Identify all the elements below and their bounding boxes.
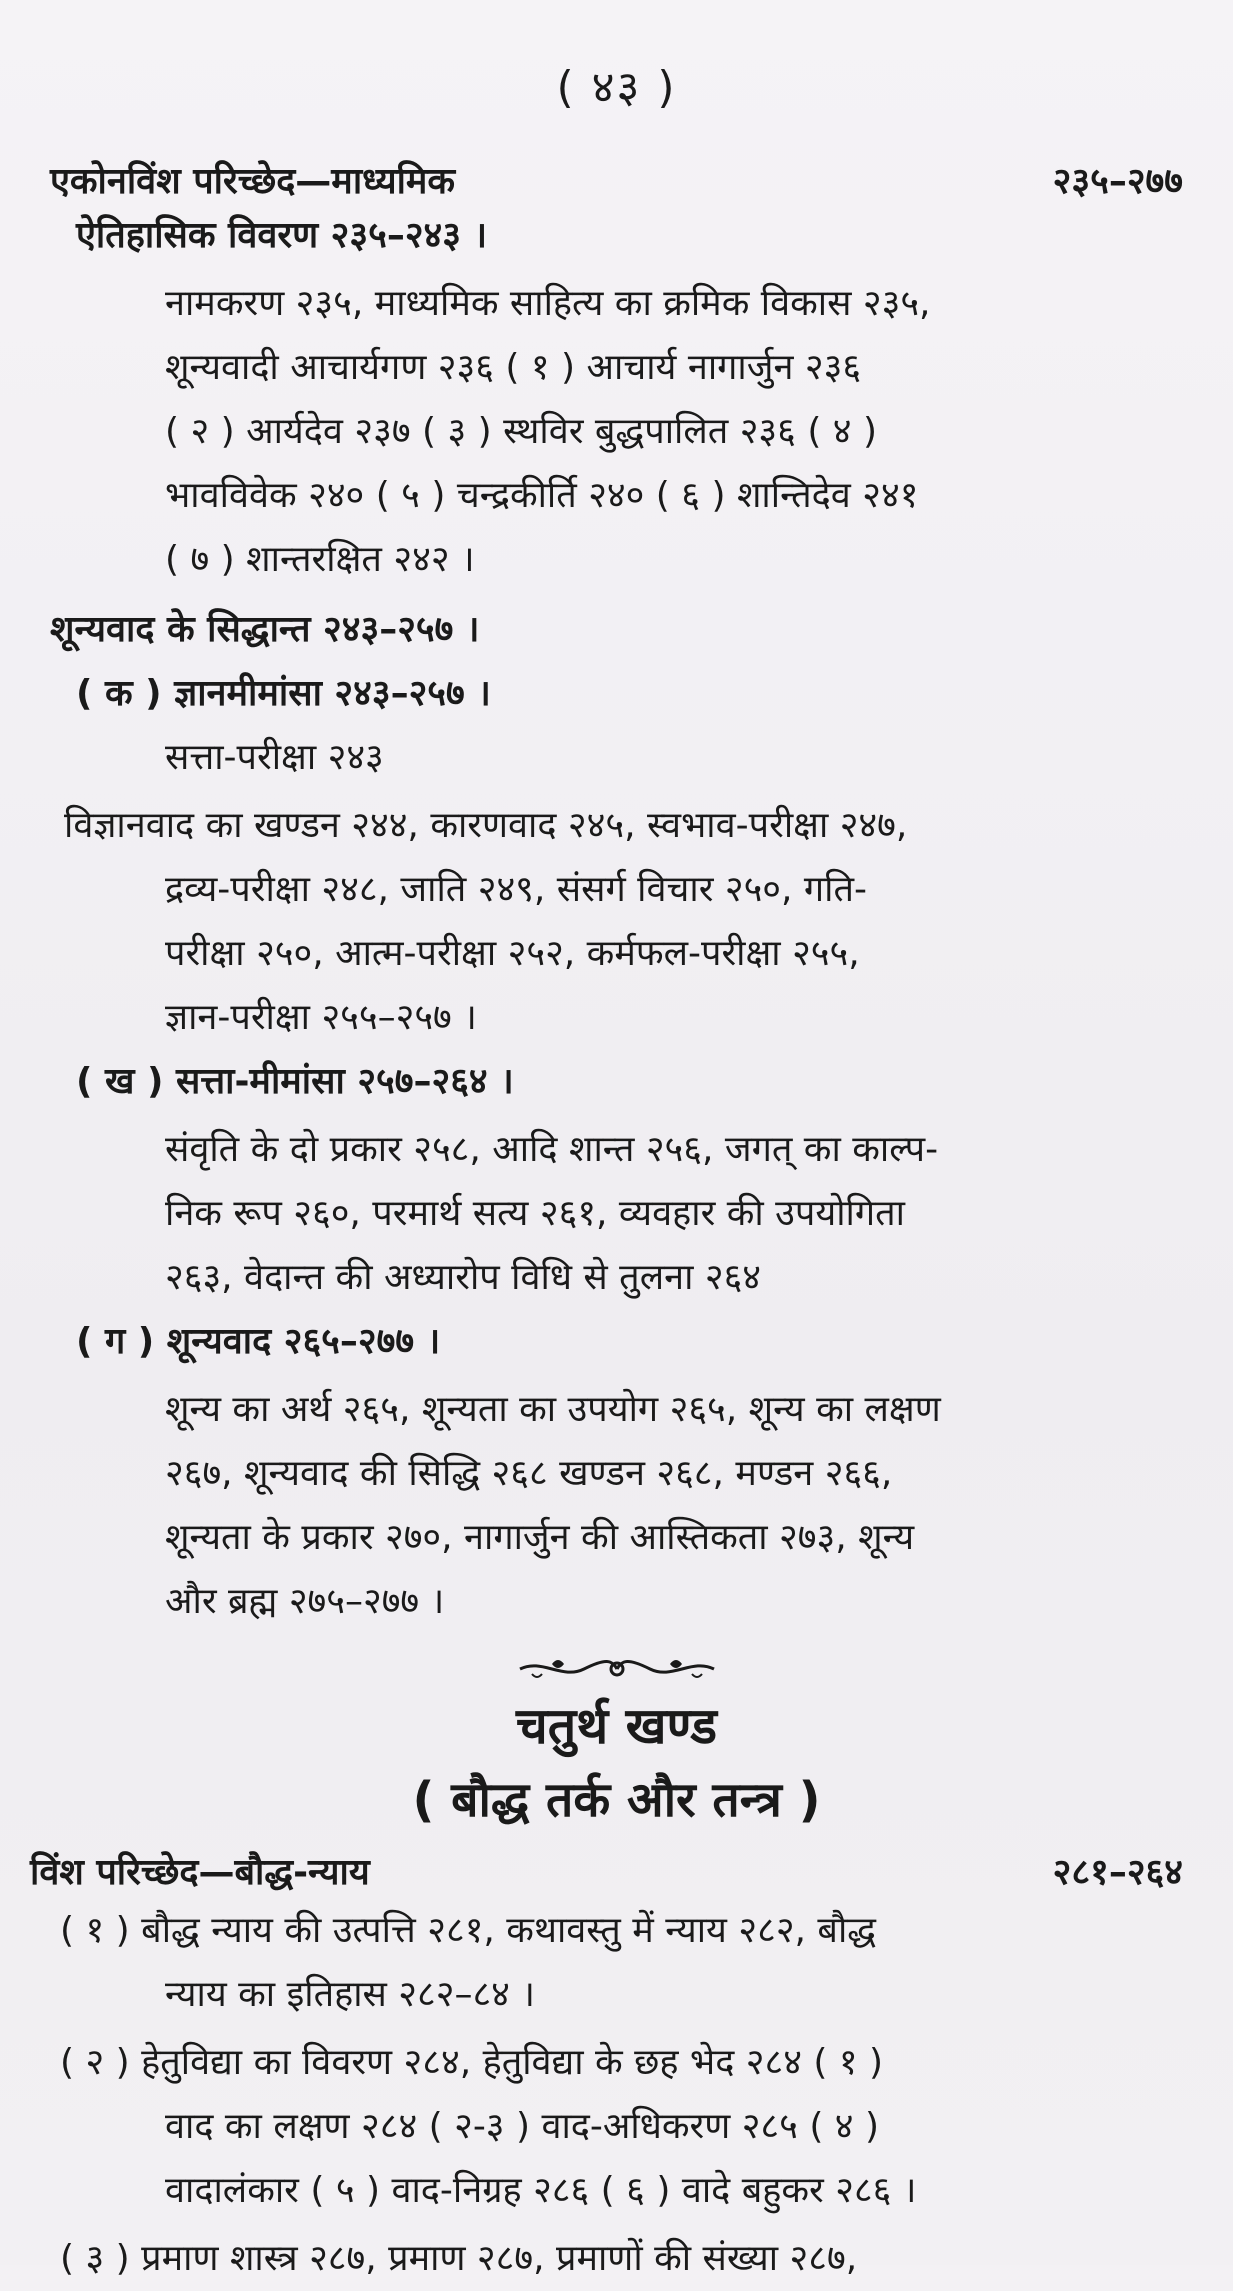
toc-line: ( १ ) बौद्ध न्याय की उत्पत्ति २८१, कथावस्तु में न्याय २८२, बौद्ध xyxy=(60,1910,877,1951)
toc-line: २६७, शून्यवाद की सिद्धि २६८ खण्डन २६८, मण्डन २६६, xyxy=(165,1453,893,1494)
ga-block xyxy=(50,1378,1183,1634)
toc-line: संवृति के दो प्रकार २५८, आदि शान्त २५६, जगत् का काल्प- xyxy=(165,1129,939,1170)
toc-line: ( २ ) हेतुविद्या का विवरण २८४, हेतुविद्या के छह भेद २८४ ( १ ) xyxy=(60,2042,884,2083)
toc-line: द्रव्य-परीक्षा २४८, जाति २४९, संसर्ग विचार २५०, गति- xyxy=(165,869,868,910)
toc-line: वादालंकार ( ५ ) वाद-निग्रह २८६ ( ६ ) वादे बहुकर २८६ । xyxy=(165,2170,917,2211)
part-4-title: चतुर्थ खण्ड xyxy=(515,1697,717,1755)
chapter-20-title: विंश परिच्छेद—बौद्ध-न्याय xyxy=(30,1852,370,1893)
chapter-20-item-1 xyxy=(50,1899,1183,2027)
chapter-19-pages: २३५–२७७ xyxy=(1052,161,1183,202)
chapter-19-heading-row xyxy=(50,155,1183,204)
part-4-subtitle: ( बौद्ध तर्क और तन्त्र ) xyxy=(412,1772,821,1828)
toc-line: ज्ञान-परीक्षा २५५–२५७ । xyxy=(165,997,477,1038)
historical-description-heading: ऐतिहासिक विवरण २३५–२४३ । xyxy=(76,215,488,256)
kha-block xyxy=(50,1118,1183,1310)
decorative-ornament xyxy=(50,1652,1183,1686)
toc-line: सत्ता-परीक्षा २४३ xyxy=(165,737,384,778)
toc-line: परीक्षा २५०, आत्म-परीक्षा २५२, कर्मफल-परीक्षा २५५, xyxy=(165,933,860,974)
toc-line: भावविवेक २४० ( ५ ) चन्द्रकीर्ति २४० ( ६ ) शान्तिदेव २४१ xyxy=(165,475,919,516)
chapter-20-item-2 xyxy=(50,2031,1183,2223)
toc-line: निक रूप २६०, परमार्थ सत्य २६१, व्यवहार की उपयोगिता xyxy=(165,1193,905,1234)
ka-epistemology-heading: ( क ) ज्ञानमीमांसा २४३–२५७ । xyxy=(76,673,491,714)
chapter-20-item-3 xyxy=(50,2227,1183,2291)
toc-line: वाद का लक्षण २८४ ( २-३ ) वाद-अधिकरण २८५ ( ४ ) xyxy=(165,2106,880,2147)
chapter-20-pages: २८१–२६४ xyxy=(1052,1852,1183,1893)
ga-shunyavada-heading: ( ग ) शून्यवाद २६५–२७७ । xyxy=(76,1321,441,1362)
chapter-20-heading-row xyxy=(30,1846,1183,1895)
vijnanavada-line: विज्ञानवाद का खण्डन २४४, कारणवाद २४५, स्वभाव-परीक्षा २४७, xyxy=(64,805,908,846)
historical-description-block xyxy=(50,272,1183,592)
shunyavada-principles-heading: शून्यवाद के सिद्धान्त २४३–२५७ । xyxy=(50,609,480,650)
toc-line: और ब्रह्म २७५–२७७ । xyxy=(165,1581,445,1622)
kha-ontology-heading: ( ख ) सत्ता-मीमांसा २५७–२६४ । xyxy=(76,1061,514,1102)
toc-line: ( ७ ) शान्तरक्षित २४२ । xyxy=(165,539,475,580)
toc-line: शून्यता के प्रकार २७०, नागार्जुन की आस्तिकता २७३, शून्य xyxy=(165,1517,915,1558)
toc-line: न्याय का इतिहास २८२–८४ । xyxy=(165,1974,535,2015)
vijnanavada-block xyxy=(50,794,1183,1050)
page-number: ( ४३ ) xyxy=(556,62,677,113)
flourish-icon xyxy=(512,1652,722,1686)
toc-line: नामकरण २३५, माध्यमिक साहित्य का क्रमिक विकास २३५, xyxy=(165,283,931,324)
toc-line: शून्य का अर्थ २६५, शून्यता का उपयोग २६५, शून्य का लक्षण xyxy=(165,1389,941,1430)
chapter-19-title: एकोनविंश परिच्छेद—माध्यमिक xyxy=(50,161,456,202)
toc-line: ( २ ) आर्यदेव २३७ ( ३ ) स्थविर बुद्धपालित २३६ ( ४ ) xyxy=(165,411,878,452)
toc-line: शून्यवादी आचार्यगण २३६ ( १ ) आचार्य नागार्जुन २३६ xyxy=(165,347,862,388)
toc-line: २६३, वेदान्त की अध्यारोप विधि से तुलना २६४ xyxy=(165,1257,762,1298)
toc-line: ( ३ ) प्रमाण शास्त्र २८७, प्रमाण २८७, प्रमाणों की संख्या २८७, xyxy=(60,2238,858,2279)
